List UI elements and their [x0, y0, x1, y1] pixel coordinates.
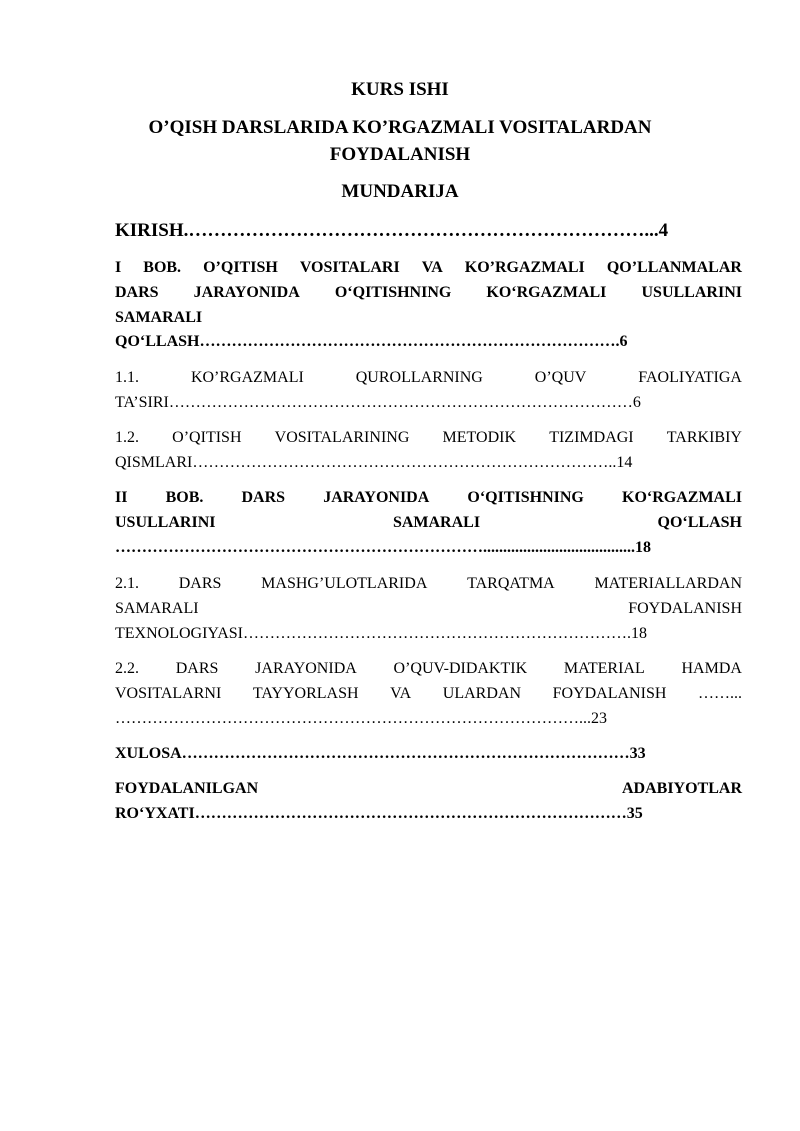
toc-word: QO‘LLASH	[657, 514, 742, 531]
toc-word: TARKIBIY	[666, 429, 742, 446]
toc-line	[115, 515, 742, 531]
toc-word: FAOLIYATIGA	[638, 369, 742, 386]
toc-word: BOB.	[143, 259, 182, 276]
toc-word: 1.1.	[115, 369, 139, 386]
toc-word: TARQATMA	[467, 575, 555, 592]
toc-word: JARAYONIDA	[323, 489, 430, 506]
toc-word: ADABIYOTLAR	[621, 780, 742, 797]
toc-word: KO‘RGAZMALI	[486, 284, 607, 301]
toc-word: O’QITISH	[172, 429, 242, 446]
toc-line	[115, 490, 742, 506]
toc-word: JARAYONIDA	[193, 284, 300, 301]
document-title-line-2: FOYDALANISH	[329, 144, 471, 165]
toc-word: MATERIALLARDAN	[594, 575, 742, 592]
toc-word: METODIK	[442, 429, 517, 446]
toc-word: FOYDALANISH	[552, 685, 667, 702]
toc-word: JARAYONIDA	[255, 660, 357, 677]
toc-word: VOSITALARI	[299, 259, 400, 276]
toc-word: VA	[421, 259, 443, 276]
toc-word: VOSITALARNI	[115, 685, 222, 702]
toc-line: QISMLARI……………………………………………………………………..14	[115, 454, 633, 471]
document-label: KURS ISHI	[351, 79, 449, 100]
toc-word: MASHG’ULOTLARIDA	[261, 575, 428, 592]
toc-word: 2.1.	[115, 575, 139, 592]
toc-line	[115, 430, 742, 446]
toc-word: O‘QITISHNING	[467, 489, 584, 506]
toc-entry-xulosa[interactable]: XULOSA…………………………………………………………………………33	[115, 745, 646, 762]
toc-word: DARS	[175, 660, 219, 677]
toc-line	[115, 601, 742, 617]
toc-line	[115, 576, 742, 592]
toc-word: MATERIAL	[563, 660, 645, 677]
toc-word: VOSITALARINING	[274, 429, 410, 446]
toc-word: ……...	[697, 685, 742, 702]
toc-line	[115, 370, 742, 386]
toc-word: SAMARALI	[115, 600, 199, 617]
toc-word: O’QUV	[534, 369, 587, 386]
toc-word: O’QUV-DIDAKTIK	[393, 660, 528, 677]
toc-line: TEXNOLOGIYASI……………………………………………………………….18	[115, 625, 647, 642]
toc-word: SAMARALI	[392, 514, 481, 531]
toc-line	[115, 285, 742, 301]
toc-word: VA	[390, 685, 412, 702]
toc-word: I	[115, 259, 122, 276]
toc-word: DARS	[241, 489, 286, 506]
toc-word: DARS	[178, 575, 222, 592]
toc-word: O’QITISH	[203, 259, 278, 276]
toc-line	[115, 661, 742, 677]
toc-line: TA’SIRI……………………………………………………………………………6	[115, 394, 641, 411]
toc-word: TIZIMDAGI	[549, 429, 634, 446]
toc-entry-kirish[interactable]: KIRISH.………………………………………………………………...4	[115, 220, 669, 241]
toc-word: KO‘RGAZMALI	[622, 489, 742, 506]
toc-word: FOYDALANILGAN	[115, 780, 259, 797]
toc-word: ULARDAN	[442, 685, 522, 702]
toc-line	[115, 260, 742, 276]
toc-line	[115, 686, 742, 702]
toc-line: SAMARALI	[115, 309, 203, 326]
toc-word: KO’RGAZMALI	[190, 369, 304, 386]
toc-word: QUROLLARNING	[355, 369, 483, 386]
toc-word: 1.2.	[115, 429, 139, 446]
toc-word: HAMDA	[681, 660, 742, 677]
toc-line: QO‘LLASH…………………………………………………………………….6	[115, 333, 628, 350]
toc-word: USULLARINI	[115, 514, 216, 531]
toc-word: QO’LLANMALAR	[606, 259, 742, 276]
contents-heading: MUNDARIJA	[341, 181, 459, 202]
toc-line: ……………………………………………………………......................................18	[115, 539, 651, 556]
toc-word: BOB.	[165, 489, 204, 506]
toc-word: KO’RGAZMALI	[464, 259, 585, 276]
toc-word: DARS	[115, 284, 159, 301]
toc-word: O‘QITISHNING	[334, 284, 452, 301]
document-title-line-1: O’QISH DARSLARIDA KO’RGAZMALI VOSITALARDAN	[148, 117, 652, 138]
toc-word: FOYDALANISH	[628, 600, 742, 617]
toc-line: ……………………………………………………………………………...23	[115, 710, 607, 727]
toc-word: TAYYORLASH	[252, 685, 359, 702]
toc-word: 2.2.	[115, 660, 139, 677]
toc-word: USULLARINI	[641, 284, 742, 301]
toc-line	[115, 781, 742, 797]
toc-word: II	[115, 489, 128, 506]
toc-line: RO‘YXATI………………………………………………………………………35	[115, 805, 643, 822]
